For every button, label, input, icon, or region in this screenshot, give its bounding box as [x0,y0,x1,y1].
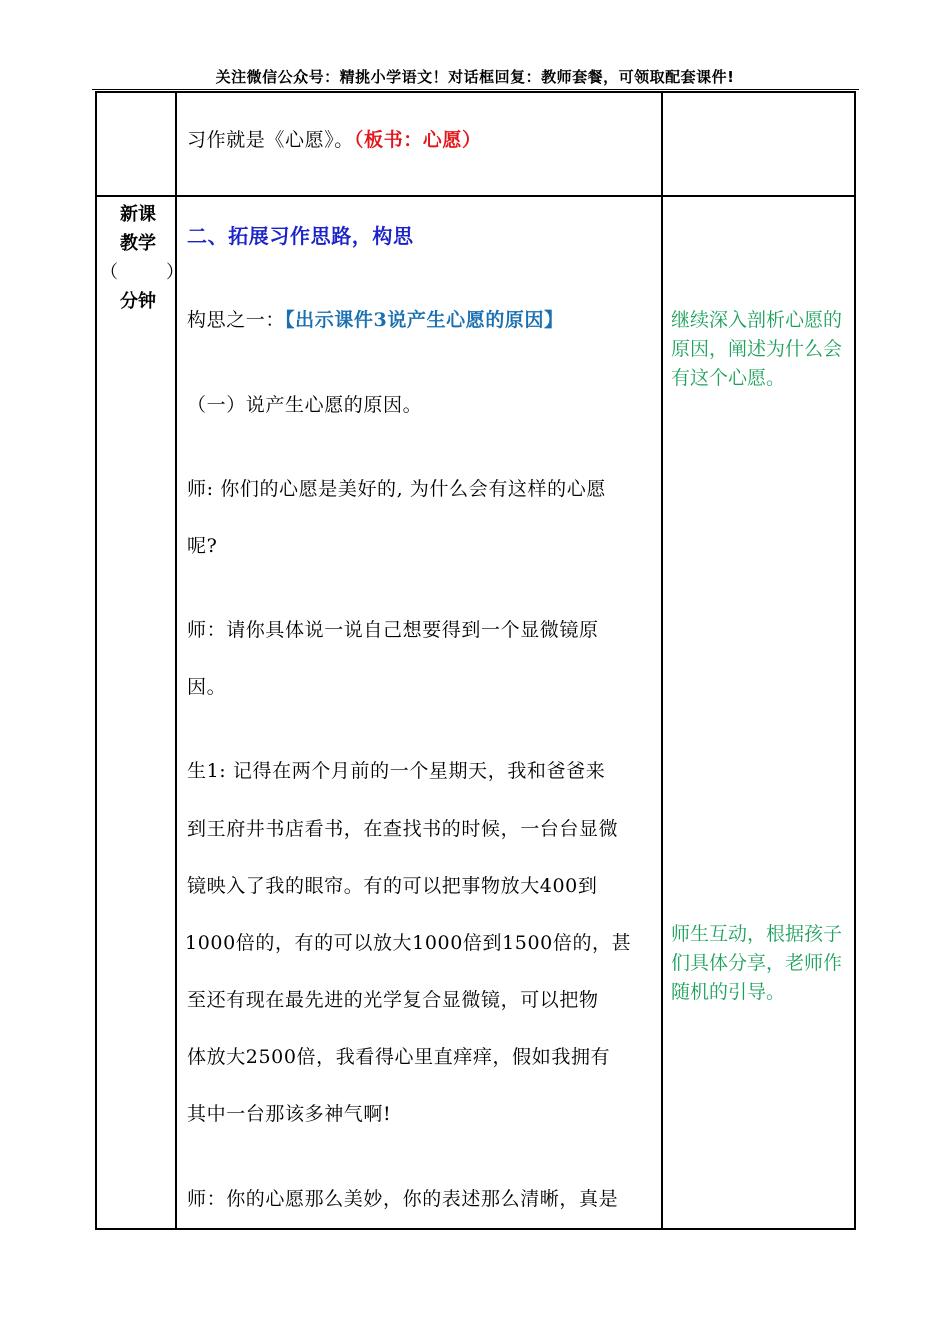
paragraph-line: 因。 [187,676,227,698]
row1-plain-text: 习作就是《心愿》。 [187,129,354,151]
stage-label-line: （ ） [100,262,188,283]
stage-label-line: 新课 [120,204,156,225]
design-note: 师生互动，根据孩子们具体分享，老师作随机的引导。 [671,923,843,1003]
idea-line [187,305,662,332]
paragraph-line: 至还有现在最先进的光学复合显微镜，可以把物 [187,989,599,1011]
paragraph-line: 1000倍的，有的可以放大1000倍到1500倍的，甚 [185,932,632,954]
paragraph-line: 师：请你具体说一说自己想要得到一个显微镜原 [187,619,599,641]
page-header-notice: 关注微信公众号：精挑小学语文！对话框回复：教师套餐，可领取配套课件! [215,68,735,86]
table-border-right [854,91,856,1230]
idea-courseware-note: 【出示课件3说产生心愿的原因】 [285,309,564,331]
lesson-stage-label [100,200,188,316]
paragraph-line: 镜映入了我的眼帘。有的可以把事物放大400到 [187,875,598,897]
section-title: 二、拓展习作思路，构思 [187,224,414,248]
stage-label-line: 教学 [120,233,156,254]
stage-label-line: 分钟 [120,291,156,312]
table-row-divider [96,195,855,197]
table-border-left [95,91,97,1230]
row1-board-note: （板书：心愿） [353,129,482,151]
paragraph-line: 体放大2500倍，我看得心里直痒痒，假如我拥有 [187,1046,611,1068]
header-rule [92,89,859,90]
paragraph-line: 师：你的心愿那么美妙，你的表述那么清晰，真是 [187,1188,619,1210]
design-note: 继续深入剖析心愿的原因，阐述为什么会有这个心愿。 [671,309,843,389]
table-border-bottom [96,1228,855,1230]
table-border-top [96,91,855,93]
paragraph-line: 到王府井书店看书，在查找书的时候，一台台显微 [187,818,619,840]
idea-prefix: 构思之一： [187,309,286,331]
paragraph-line: 呢? [187,535,218,557]
paragraph-line: 其中一台那该多神气啊! [187,1103,392,1125]
paragraph-line: 师: 你们的心愿是美好的, 为什么会有这样的心愿 [187,478,606,500]
row1-main-text [187,125,662,152]
paragraph-line: 生1: 记得在两个月前的一个星期天，我和爸爸来 [187,760,606,782]
sub-title: （一）说产生心愿的原因。 [187,394,423,416]
